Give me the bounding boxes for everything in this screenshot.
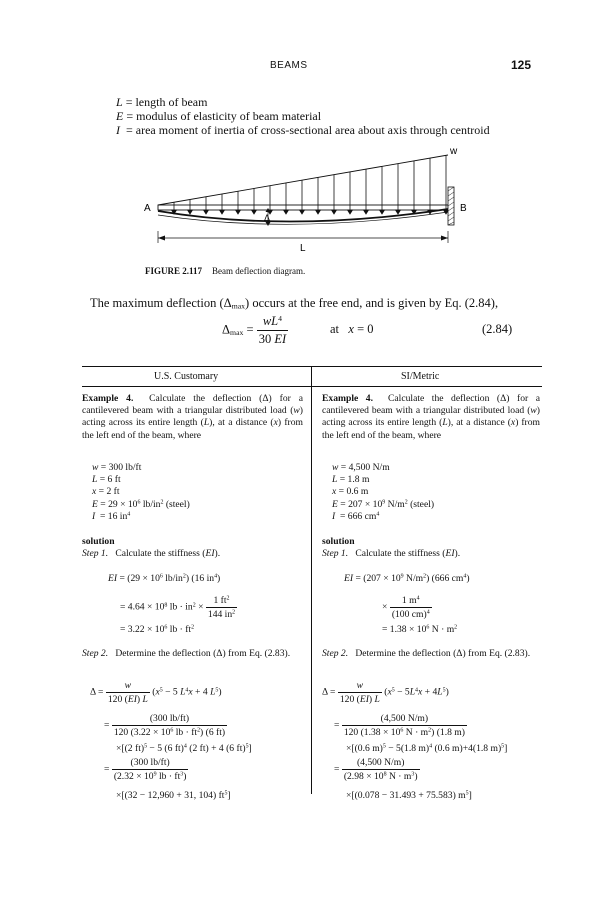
right-eq-delta-3: = $\frac{(4,500 N/m)}{(2.98 \times 10^8 N \cdot m^3)}$ [334,757,418,782]
definition-E: E = modulus of elasticity of beam material [116,109,322,123]
label-w: w [450,146,458,157]
right-eq-delta-2b: ×[(0.6 m)$^5$ − 5(1.8 m)$^4$ (0.6 m)+4(1.8 m)$^5$] [346,743,508,754]
dim-arrow-left [158,236,165,241]
left-eq-delta-1: Δ = $\frac{w}{120 (EI) L}$ ($x^5 - 5$ $L^4x + 4$ $L^5$) [90,680,222,705]
left-eq-ei-3: = $3.22 \times 10^6$ lb · $ft^2$ [120,624,195,635]
table-header-rule [82,386,542,387]
var-w: w = 300 lb/ft [92,462,142,473]
equation-condition: at x = 0 [330,322,374,336]
right-eq-delta-2: = $\frac{(4,500 N/m)}{120 (1.38 \times 10^6 N \cdot m^2) (1.8 m)}$ [334,713,465,738]
dim-arrow-right [441,236,448,241]
definition-text: = modulus of elasticity of beam material [126,109,322,123]
left-eq-delta-2b: ×[(2 ft)$^5$ − 5 (6 ft)$^4$ (2 ft) + 4 (6 ft)$^5$] [116,743,252,754]
intro-paragraph: The maximum deflection $(\Delta_{max})$ occurs at the free end, and is given by Eq. (2.84), [90,296,499,311]
table-top-rule [82,366,542,367]
left-step-2: Step 2. Determine the deflection (Δ) from Eq. (2.83). [82,648,291,659]
label-A: A [144,203,151,214]
equation-number: (2.84) [482,322,513,336]
var-w: w = 4,500 N/m [332,462,390,473]
definition-text: = area moment of inertia of cross-sectional area about axis through centroid [126,123,490,137]
left-eq-delta-3: = $\frac{(300 lb/ft)}{(2.32 \times 10^9 lb \cdot ft^3)}$ [104,757,187,782]
label-L: L [300,243,306,254]
running-header-title: BEAMS [270,60,308,71]
left-step-1: Step 1. Calculate the stiffness (EI). [82,548,221,559]
var-I: I = 16 $in^4$ [92,510,131,522]
beam-undeflected [158,205,448,210]
left-variables [92,462,190,523]
right-eq-ei-2: × $\frac{1 m^4}{(100 cm)^4}$ [382,595,430,620]
column-heading-right: SI/Metric [401,371,440,382]
var-I: I = 666 $cm^4$ [332,510,380,522]
left-eq-ei-2: = $4.64 \times 10^8$ lb · $in^2$ × $\frac{1 ft^2}{144 in^2}$ [120,595,236,620]
right-step-2: Step 2. Determine the deflection (Δ) from Eq. (2.83). [322,648,531,659]
load-triangle-edge [158,155,448,205]
var-x: x = 0.6 m [332,486,369,498]
right-eq-delta-1: Δ = $\frac{w}{120 (EI) L}$ $(x^5 - 5L^4x + 4L^5)$ [322,680,449,705]
var-E: $E = 207 \times 10^9$ $N/m^2$ (steel) [332,498,435,510]
definition-L: L = length of beam [116,95,208,109]
figure-caption-text: Beam deflection diagram. [212,266,306,276]
definition-text: = length of beam [125,95,208,109]
right-variables [332,462,434,523]
figure-caption [145,266,305,276]
left-eq-delta-3b: ×[(32 − 12,960 + 31, 104) $ft^5$] [116,790,231,801]
var-L: L = 6 ft [92,474,121,486]
page-number: 125 [511,58,532,72]
figure-caption-label: FIGURE 2.117 [145,266,203,276]
definition-I: I = area moment of inertia of cross-sectional area about axis through centroid [116,123,490,137]
column-heading-left: U.S. Customary [154,371,219,382]
right-solution-label: solution [322,536,355,547]
beam-deflected-lower [158,212,448,224]
beam-deflection-diagram [140,145,480,263]
right-eq-ei-3: = $1.38 \times 10^6$ $N \cdot m^2$ [382,624,458,635]
label-B: B [460,203,467,214]
equation-2-84: $\Delta_{max}$ = $\frac{wL^4}{30 EI}$ [222,313,287,346]
var-x: x = 2 ft [92,486,120,498]
right-step-1: Step 1. Calculate the stiffness (EI). [322,548,461,559]
var-L: L = 1.8 m [332,474,370,486]
left-example-paragraph: Example 4. Calculate the deflection (Δ) for a cantilevered beam with a triangular distributed load (w) acting across its entire length (L), at a distance (x) from the left end of the beam, where [82,393,303,441]
column-divider [311,366,312,794]
label-delta: Δ [264,213,271,223]
right-eq-ei-1: EI = ($207 \times 10^9$ $N/m^2$) (666 $cm^4$) [344,573,470,584]
right-eq-delta-3b: ×[(0.078 − 31.493 + 75.583) $m^5$] [346,790,472,801]
var-E: $E = 29 \times 10^6$ $lb/in^2$ (steel) [92,498,190,510]
left-solution-label: solution [82,536,115,547]
left-eq-delta-2: = $\frac{(300 lb/ft)}{120 (3.22 \times 10^6 lb \cdot ft^2) (6 ft)}$ [104,713,226,738]
left-eq-ei-1: EI = ($29 \times 10^6$ $lb/in^2$) (16 $in^4$) [108,573,221,584]
right-example-paragraph: Example 4. Calculate the deflection (Δ) for a cantilevered beam with a triangular distributed load (w) acting across its entire length (L), at a distance (x) from the left end of the beam, where [322,393,540,441]
